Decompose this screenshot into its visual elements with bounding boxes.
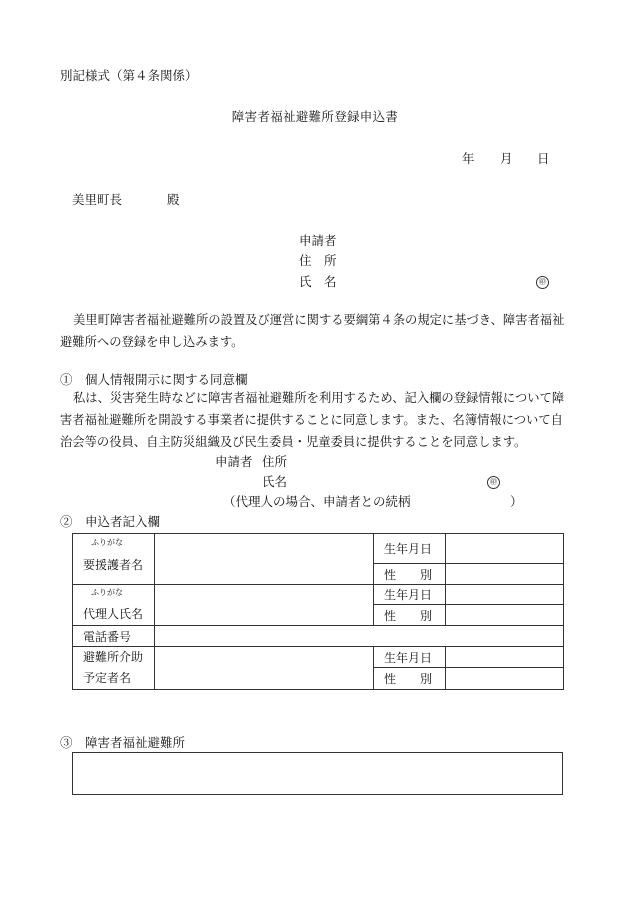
- helper-dob-label: 生年月日: [374, 647, 446, 668]
- section3-heading: ③ 障害者福祉避難所: [60, 735, 186, 750]
- section2-heading: ② 申込者記入欄: [60, 514, 161, 529]
- helper-name-field[interactable]: [155, 647, 374, 690]
- proxy-name-label-cell: [73, 585, 155, 626]
- helper-sex-field[interactable]: [446, 668, 564, 690]
- proxy-dob-field[interactable]: [446, 585, 564, 605]
- addressee-name: 美里町長: [72, 192, 123, 207]
- form-header-note: 別記様式（第４条関係）: [60, 68, 198, 83]
- person-dob-label: 生年月日: [374, 534, 446, 564]
- applicant-label: 申請者: [299, 233, 337, 248]
- proxy-name-label: 代理人氏名: [83, 607, 144, 621]
- helper-name-label-line2: 予定者名: [83, 671, 132, 685]
- section1-proxy-close: ）: [510, 494, 523, 509]
- intro-paragraph: 美里町障害者福祉避難所の設置及び運営に関する要綱第４条の規定に基づき、障害者福祉避難所への登録を申し込みます。: [60, 313, 565, 349]
- person-dob-field[interactable]: [446, 534, 564, 564]
- person-name-field[interactable]: [155, 534, 374, 585]
- date-year-label: 年: [462, 151, 475, 166]
- phone-label: 電話番号: [73, 626, 155, 647]
- person-sex-label: 性 別: [374, 564, 446, 585]
- section1-heading: ① 個人情報開示に関する同意欄: [60, 372, 248, 387]
- shelter-field[interactable]: [72, 752, 563, 795]
- helper-dob-field[interactable]: [446, 647, 564, 668]
- section1-proxy-relation: （代理人の場合、申請者との続柄: [223, 494, 411, 509]
- seal-mark: ㊞: [536, 276, 549, 289]
- section1-applicant-label: 申請者: [215, 454, 253, 469]
- phone-field[interactable]: [155, 626, 564, 647]
- person-sex-field[interactable]: [446, 564, 564, 585]
- section1-seal-mark: ㊞: [487, 476, 500, 489]
- proxy-sex-label: 性 別: [374, 605, 446, 626]
- person-name-label-cell: [73, 534, 155, 585]
- proxy-dob-label: 生年月日: [374, 585, 446, 605]
- section1-address-label: 住所: [262, 454, 288, 469]
- section1-consent-text: 私は、災害発生時などに障害者福祉避難所を利用するため、記入欄の登録情報について障害者福祉避難所を開設する事業者に提供することに同意します。また、名簿情報について自治会等の役員、自主防災組織及び民生委員・児童委員に提供することを同意します。: [60, 391, 565, 449]
- furigana-label: ふりがな: [91, 588, 123, 597]
- proxy-sex-field[interactable]: [446, 605, 564, 626]
- page-title: 障害者福祉避難所登録申込書: [231, 109, 399, 124]
- helper-sex-label: 性 別: [374, 668, 446, 690]
- addressee-honorific: 殿: [167, 192, 180, 207]
- proxy-name-field[interactable]: [155, 585, 374, 626]
- furigana-label: ふりがな: [91, 538, 123, 547]
- date-month-label: 月: [500, 151, 513, 166]
- helper-name-label-line1: 避難所介助: [83, 650, 144, 664]
- helper-name-label-cell: [73, 647, 155, 690]
- section1-name-label: 氏名: [262, 474, 288, 489]
- person-name-label: 要援護者名: [83, 558, 144, 572]
- applicant-address-label: 住 所: [299, 253, 337, 268]
- date-day-label: 日: [537, 151, 550, 166]
- applicant-entry-table: [72, 533, 564, 690]
- applicant-name-label: 氏 名: [299, 274, 337, 289]
